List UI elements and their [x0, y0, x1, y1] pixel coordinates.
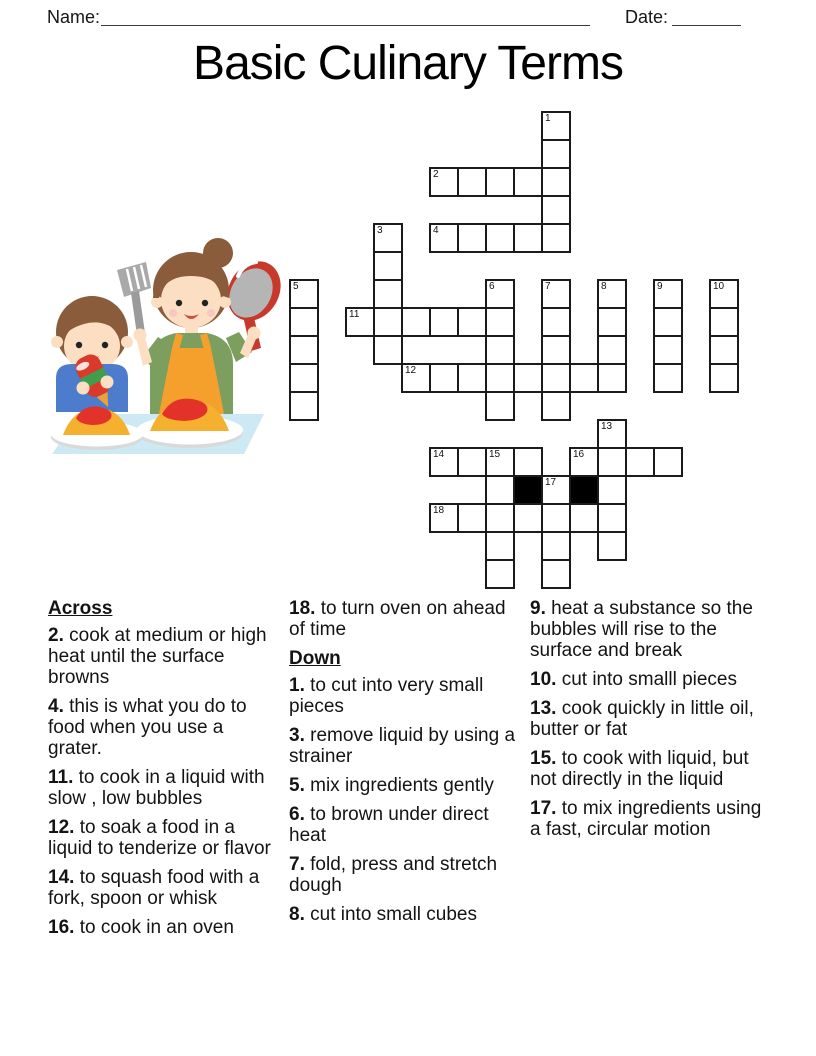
grid-cell[interactable] — [429, 167, 459, 197]
grid-cell[interactable] — [597, 363, 627, 393]
boy-figure — [51, 296, 133, 413]
grid-cell[interactable] — [709, 363, 739, 393]
grid-cell[interactable] — [597, 419, 627, 449]
grid-cell[interactable] — [289, 335, 319, 365]
grid-cell[interactable] — [597, 335, 627, 365]
grid-cell[interactable] — [541, 223, 571, 253]
grid-cell[interactable] — [541, 531, 571, 561]
cell-number: 16 — [573, 449, 585, 460]
cell-number: 13 — [601, 421, 613, 432]
across-heading: Across — [48, 598, 113, 619]
clue-3: 3. remove liquid by using a strainer — [289, 725, 516, 767]
grid-cell[interactable] — [289, 363, 319, 393]
clue-2: 2. cook at medium or high heat until the surface browns — [48, 625, 267, 688]
grid-cell[interactable] — [457, 447, 487, 477]
grid-cell[interactable] — [485, 391, 515, 421]
cell-number: 5 — [293, 281, 299, 292]
clue-10: 10. cut into smalll pieces — [530, 669, 737, 690]
grid-cell[interactable] — [485, 167, 515, 197]
grid-cell[interactable] — [485, 307, 515, 337]
clue-number: 16. — [48, 917, 75, 938]
grid-cell[interactable] — [569, 363, 599, 393]
grid-cell[interactable] — [429, 447, 459, 477]
grid-cell[interactable] — [513, 447, 543, 477]
clue-14: 14. to squash food with a fork, spoon or whisk — [48, 867, 260, 909]
grid-cell-black — [569, 475, 599, 505]
grid-cell[interactable] — [541, 391, 571, 421]
grid-cell[interactable] — [485, 503, 515, 533]
name-label: Name: — [47, 7, 101, 27]
clue-number: 18. — [289, 598, 316, 619]
clue-1: 1. to cut into very small pieces — [289, 675, 484, 717]
grid-cell[interactable] — [457, 307, 487, 337]
grid-cell[interactable] — [429, 223, 459, 253]
grid-cell[interactable] — [513, 167, 543, 197]
grid-cell[interactable] — [373, 251, 403, 281]
cell-number: 17 — [545, 477, 557, 488]
clue-8: 8. cut into small cubes — [289, 904, 477, 925]
clue-number: 11. — [48, 767, 74, 788]
cell-number: 8 — [601, 281, 607, 292]
clue-16: 16. to cook in an oven — [48, 917, 234, 938]
page-title: Basic Culinary Terms — [193, 37, 623, 90]
grid-cell[interactable] — [541, 503, 571, 533]
grid-cell[interactable] — [289, 307, 319, 337]
clue-number: 1. — [289, 675, 305, 696]
grid-cell[interactable] — [597, 531, 627, 561]
grid-cell[interactable] — [709, 307, 739, 337]
grid-cell[interactable] — [597, 279, 627, 309]
cell-number: 2 — [433, 169, 439, 180]
cell-number: 10 — [713, 281, 725, 292]
grid-cell[interactable] — [457, 167, 487, 197]
clue-11: 11. to cook in a liquid with slow , low bubbles — [48, 767, 265, 809]
date-label: Date: — [625, 7, 669, 27]
clue-number: 2. — [48, 625, 64, 646]
grid-cell[interactable] — [541, 335, 571, 365]
grid-cell[interactable] — [541, 307, 571, 337]
grid-cell[interactable] — [709, 335, 739, 365]
date-write-line[interactable] — [672, 25, 741, 26]
clue-column-3 — [530, 598, 768, 848]
grid-cell[interactable] — [541, 475, 571, 505]
clue-number: 4. — [48, 696, 64, 717]
grid-cell[interactable] — [597, 307, 627, 337]
clue-number: 7. — [289, 854, 305, 875]
grid-cell[interactable] — [569, 447, 599, 477]
clue-4: 4. this is what you do to food when you use a grater. — [48, 696, 247, 759]
grid-cell[interactable] — [541, 195, 571, 225]
grid-cell[interactable] — [625, 447, 655, 477]
clue-number: 5. — [289, 775, 305, 796]
grid-cell[interactable] — [373, 307, 403, 337]
grid-cell[interactable] — [373, 223, 403, 253]
clue-column-2 — [289, 598, 519, 933]
grid-cell[interactable] — [653, 447, 683, 477]
grid-cell[interactable] — [653, 307, 683, 337]
clue-17: 17. to mix ingredients using a fast, circular motion — [530, 798, 762, 840]
grid-cell-black — [513, 475, 543, 505]
grid-cell[interactable] — [485, 447, 515, 477]
clue-number: 14. — [48, 867, 75, 888]
grid-cell[interactable] — [401, 307, 431, 337]
grid-cell[interactable] — [541, 279, 571, 309]
grid-cell[interactable] — [485, 475, 515, 505]
grid-cell[interactable] — [429, 503, 459, 533]
grid-cell[interactable] — [597, 503, 627, 533]
grid-cell[interactable] — [457, 363, 487, 393]
cell-number: 7 — [545, 281, 551, 292]
grid-cell[interactable] — [541, 167, 571, 197]
grid-cell[interactable] — [289, 391, 319, 421]
clue-5: 5. mix ingredients gently — [289, 775, 494, 796]
name-write-line[interactable] — [101, 25, 590, 26]
grid-cell[interactable] — [457, 503, 487, 533]
mom-figure — [117, 238, 290, 414]
clue-column-1 — [48, 598, 280, 946]
grid-cell[interactable] — [541, 139, 571, 169]
clue-number: 12. — [48, 817, 75, 838]
grid-cell[interactable] — [653, 363, 683, 393]
grid-cell[interactable] — [597, 447, 627, 477]
grid-cell[interactable] — [345, 307, 375, 337]
clue-number: 17. — [530, 798, 557, 819]
clue-number: 3. — [289, 725, 305, 746]
cell-number: 18 — [433, 505, 445, 516]
grid-cell[interactable] — [289, 279, 319, 309]
grid-cell[interactable] — [513, 503, 543, 533]
clue-number: 9. — [530, 598, 546, 619]
grid-cell[interactable] — [513, 363, 543, 393]
cell-number: 1 — [545, 113, 551, 124]
grid-cell[interactable] — [457, 223, 487, 253]
clue-number: 6. — [289, 804, 305, 825]
clue-12: 12. to soak a food in a liquid to tenderize or flavor — [48, 817, 271, 859]
grid-cell[interactable] — [541, 111, 571, 141]
clue-9: 9. heat a substance so the bubbles will rise to the surface and break — [530, 598, 753, 661]
clue-number: 15. — [530, 748, 557, 769]
cell-number: 12 — [405, 365, 417, 376]
clue-number: 10. — [530, 669, 557, 690]
cell-number: 9 — [657, 281, 663, 292]
clue-number: 8. — [289, 904, 305, 925]
clue-15: 15. to cook with liquid, but not directly in the liquid — [530, 748, 749, 790]
clue-13: 13. cook quickly in little oil, butter or fat — [530, 698, 754, 740]
grid-cell[interactable] — [653, 335, 683, 365]
grid-cell[interactable] — [513, 223, 543, 253]
cell-number: 3 — [377, 225, 383, 236]
grid-cell[interactable] — [401, 363, 431, 393]
down-heading: Down — [289, 648, 341, 669]
grid-cell[interactable] — [569, 503, 599, 533]
grid-cell[interactable] — [485, 279, 515, 309]
cell-number: 11 — [349, 309, 360, 320]
clue-6: 6. to brown under direct heat — [289, 804, 489, 846]
grid-cell[interactable] — [485, 531, 515, 561]
cell-number: 14 — [433, 449, 445, 460]
grid-cell[interactable] — [429, 307, 459, 337]
grid-cell[interactable] — [653, 279, 683, 309]
grid-cell[interactable] — [373, 335, 403, 365]
grid-cell[interactable] — [541, 363, 571, 393]
grid-cell[interactable] — [485, 335, 515, 365]
clue-7: 7. fold, press and stretch dough — [289, 854, 498, 896]
grid-cell[interactable] — [541, 559, 571, 589]
grid-cell[interactable] — [429, 363, 459, 393]
clue-18: 18. to turn oven on ahead of time — [289, 598, 506, 640]
grid-cell[interactable] — [485, 223, 515, 253]
cell-number: 15 — [489, 449, 501, 460]
cell-number: 6 — [489, 281, 495, 292]
grid-cell[interactable] — [485, 559, 515, 589]
clue-number: 13. — [530, 698, 557, 719]
grid-cell[interactable] — [709, 279, 739, 309]
cell-number: 4 — [433, 225, 439, 236]
grid-cell[interactable] — [597, 475, 627, 505]
crossword-grid — [289, 111, 741, 591]
grid-cell[interactable] — [373, 279, 403, 309]
cooking-illustration — [40, 236, 290, 468]
grid-cell[interactable] — [485, 363, 515, 393]
